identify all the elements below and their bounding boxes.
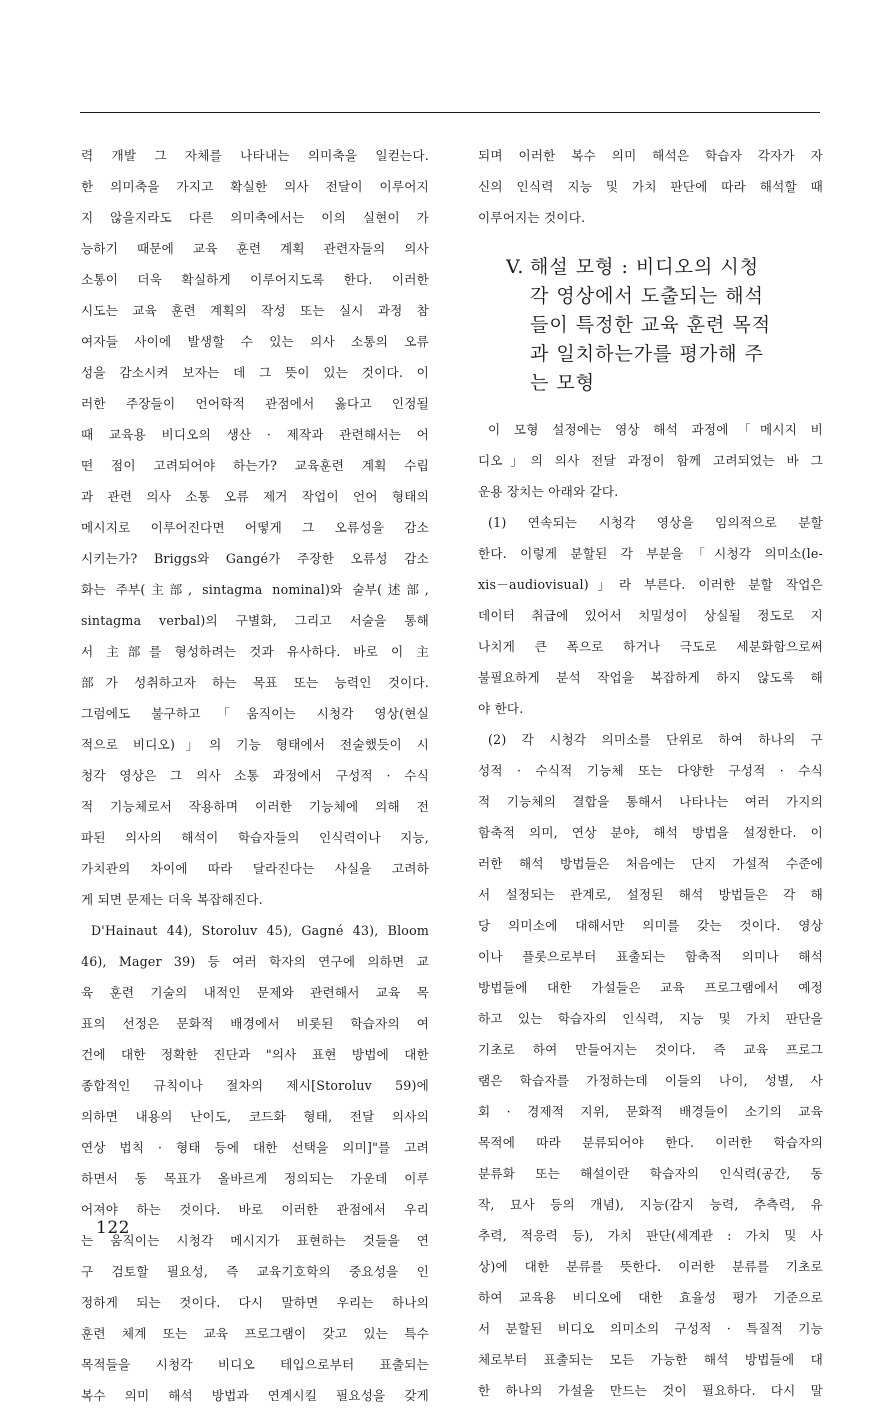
text-line: 는 움직이는 시청각 메시지가 표현하는 것들을 연 [81,1233,429,1248]
section-heading-line: 해설 모형 : 비디오의 시청 [530,256,760,278]
text-line: 지 않을지라도 다른 의미축에서는 이의 실현이 가 [81,210,429,225]
right-column-top-text [478,140,823,233]
text-line: 하면서 동 목표가 올바르게 정의되는 가운데 이루 [81,1171,429,1186]
text-line: 이나 플롯으로부터 표출되는 함축적 의미나 해석 [478,949,823,964]
text-line: 서 설정되는 관계로, 설정된 해석 방법들은 각 해 [478,887,823,902]
text-line: 하여 교육용 비디오에 대한 효율성 평가 기준으로 [478,1290,823,1305]
text-line: 이루어지는 것이다. [478,210,586,225]
right-column [478,140,823,1406]
text-line: 성적 · 수식적 기능체 또는 다양한 구성적 · 수식 [478,763,823,778]
section-heading-line: 들이 특정한 교육 훈련 목적 [530,314,772,336]
text-line: 시도는 교육 훈련 계획의 작성 또는 실시 과정 참 [81,303,429,318]
right-column-body-text [478,414,823,1406]
text-line: 46), Mager 39) 등 여러 학자의 연구에 의하면 교 [81,954,429,969]
text-line: (2) 각 시청각 의미소를 단위로 하여 하나의 구 [488,732,823,747]
text-line: 때 교육용 비디오의 생산 · 제작과 관련해서는 어 [81,427,429,442]
text-line: 목적들을 시청각 비디오 테입으로부터 표출되는 [81,1357,429,1372]
text-line: 함축적 의미, 연상 분야, 해석 방법을 설정한다. 이 [478,825,823,840]
text-line: 분류화 또는 해설이란 학습자의 인식력(공간, 동 [478,1166,823,1181]
text-line: 능하기 때문에 교육 훈련 계획 관련자들의 의사 [81,241,429,256]
text-line: 정하게 되는 것이다. 다시 말하면 우리는 하나의 [81,1295,429,1310]
text-line: 화는 주부(主部, sintagma nominal)와 술부(述部, [81,582,429,597]
text-line: 떤 점이 고려되어야 하는가? 교육훈련 계획 수립 [81,458,429,473]
section-heading-line: 과 일치하는가를 평가해 주 [530,343,765,365]
section-heading-number: V. [506,256,525,278]
text-line: 방법들에 대한 가설들은 교육 프로그램에서 예정 [478,980,823,995]
text-line: xis－audiovisual)」라 부른다. 이러한 분할 작업은 [478,577,823,592]
text-line: 디오」의 의사 전달 과정이 함께 고려되었는 바 그 [478,453,823,468]
text-line: 어져야 하는 것이다. 바로 이러한 관점에서 우리 [81,1202,429,1217]
text-line: 구 검토할 필요성, 즉 교육기호학의 중요성을 인 [81,1264,429,1279]
text-line: 램은 학습자를 가정하는데 이들의 나이, 성별, 사 [478,1073,823,1088]
text-line: sintagma verbal)의 구별화, 그리고 서술을 통해 [81,613,429,628]
section-heading-line: 는 모형 [530,372,596,394]
text-line: 파된 의사의 해석이 학습자들의 인식력이나 지능, [81,830,429,845]
text-line: 복수 의미 해석 방법과 연계시킬 필요성을 갖게 [81,1388,429,1403]
text-line: D'Hainaut 44), Storoluv 45), Gagné 43), Bloom [91,923,429,938]
text-line: 연상 법칙 · 형태 등에 대한 선택을 의미]"를 고려 [81,1140,429,1155]
text-line: 러한 주장들이 언어학적 관점에서 옳다고 인정될 [81,396,429,411]
text-line: 청각 영상은 그 의사 소통 과정에서 구성적 · 수식 [81,768,429,783]
text-line: 표의 선정은 문화적 배경에서 비롯된 학습자의 여 [81,1016,429,1031]
text-line: 서 분할된 비디오 의미소의 구성적 · 특질적 기능 [478,1321,823,1336]
text-line: 추력, 적응력 등), 가치 판단(세계관 : 가치 및 사 [478,1228,823,1243]
text-line: 작, 묘사 등의 개념), 지능(감지 능력, 추측력, 유 [478,1197,823,1212]
text-line: 체로부터 표출되는 모든 가능한 해석 방법들에 대 [478,1352,823,1367]
text-line: 한다. 이렇게 분할된 각 부분을「시청각 의미소(le- [478,546,823,561]
text-line: 적 기능체로서 작용하며 이러한 기능체에 의해 전 [81,799,429,814]
text-line: 이 모형 설정에는 영상 해석 과정에「메시지 비 [488,422,823,437]
text-line: 적 기능체의 결합을 통해서 나타나는 여러 가지의 [478,794,823,809]
section-heading [478,253,823,398]
text-line: 의하면 내용의 난이도, 코드화 형태, 전달 의사의 [81,1109,429,1124]
text-line: 과 관련 의사 소통 오류 제거 작업이 언어 형태의 [81,489,429,504]
text-line: 한 의미축을 가지고 확실한 의사 전달이 이루어지 [81,179,429,194]
text-line: 운용 장치는 아래와 같다. [478,484,619,499]
text-line: 불필요하게 분석 작업을 복잡하게 하지 않도록 해 [478,670,823,685]
text-line: 나치게 큰 폭으로 하거나 극도로 세분화함으로써 [478,639,823,654]
text-line: 메시지로 이루어진다면 어떻게 그 오류성을 감소 [81,520,429,535]
text-line: 육 훈련 기술의 내적인 문제와 관련해서 교육 목 [81,985,429,1000]
text-line: 여자들 사이에 발생할 수 있는 의사 소통의 오류 [81,334,429,349]
text-line: 그럼에도 불구하고「움직이는 시청각 영상(현실 [81,706,429,721]
text-line: 목적에 따라 분류되어야 한다. 이러한 학습자의 [478,1135,823,1150]
text-line: 데이터 취급에 있어서 치밀성이 상실될 정도로 지 [478,608,823,623]
text-line: 소통이 더욱 확실하게 이루어지도록 한다. 이러한 [81,272,429,287]
text-line: 기초로 하여 만들어지는 것이다. 즉 교육 프로그 [478,1042,823,1057]
text-line: 가치관의 차이에 따라 달라진다는 사실을 고려하 [81,861,429,876]
page-number: 122 [96,1218,130,1238]
section-heading-line: 각 영상에서 도출되는 해석 [530,285,765,307]
left-column [81,140,429,1411]
text-line: 서 主部를 형성하려는 것과 유사하다. 바로 이 主 [81,644,429,659]
text-line: 성을 감소시켜 보자는 데 그 뜻이 있는 것이다. 이 [81,365,429,380]
text-line: 한 하나의 가설을 만드는 것이 필요하다. 다시 말 [478,1383,823,1398]
text-line: 신의 인식력 지능 및 가치 판단에 따라 해석할 때 [478,179,823,194]
text-line: 하고 있는 학습자의 인식력, 지능 및 가치 판단을 [478,1011,823,1026]
text-line: 게 되면 문제는 더욱 복잡해진다. [81,892,263,907]
header-rule [80,112,820,113]
text-line: 러한 해석 방법들은 처음에는 단지 가설적 수준에 [478,856,823,871]
text-line: 건에 대한 정확한 진단과 "의사 표현 방법에 대한 [81,1047,429,1062]
text-line: 部가 성취하고자 하는 목표 또는 능력인 것이다. [81,675,429,690]
text-line: 시키는가? Briggs와 Gangé가 주장한 오류성 감소 [81,551,429,566]
text-line: (1) 연속되는 시청각 영상을 임의적으로 분할 [488,515,823,530]
text-line: 적으로 비디오)」의 기능 형태에서 전술했듯이 시 [81,737,429,752]
text-line: 회 · 경제적 지위, 문화적 배경들이 소기의 교육 [478,1104,823,1119]
text-line: 당 의미소에 대해서만 의미를 갖는 것이다. 영상 [478,918,823,933]
text-line: 훈련 체계 또는 교육 프로그램이 갖고 있는 특수 [81,1326,429,1341]
text-line: 야 한다. [478,701,524,716]
text-line: 되며 이러한 복수 의미 해석은 학습자 각자가 자 [478,148,823,163]
text-line: 종합적인 규칙이나 절차의 제시[Storoluv 59)에 [81,1078,429,1093]
text-line: 력 개발 그 자체를 나타내는 의미축을 일컫는다. [81,148,429,163]
text-line: 상)에 대한 분류를 뜻한다. 이러한 분류를 기초로 [478,1259,823,1274]
